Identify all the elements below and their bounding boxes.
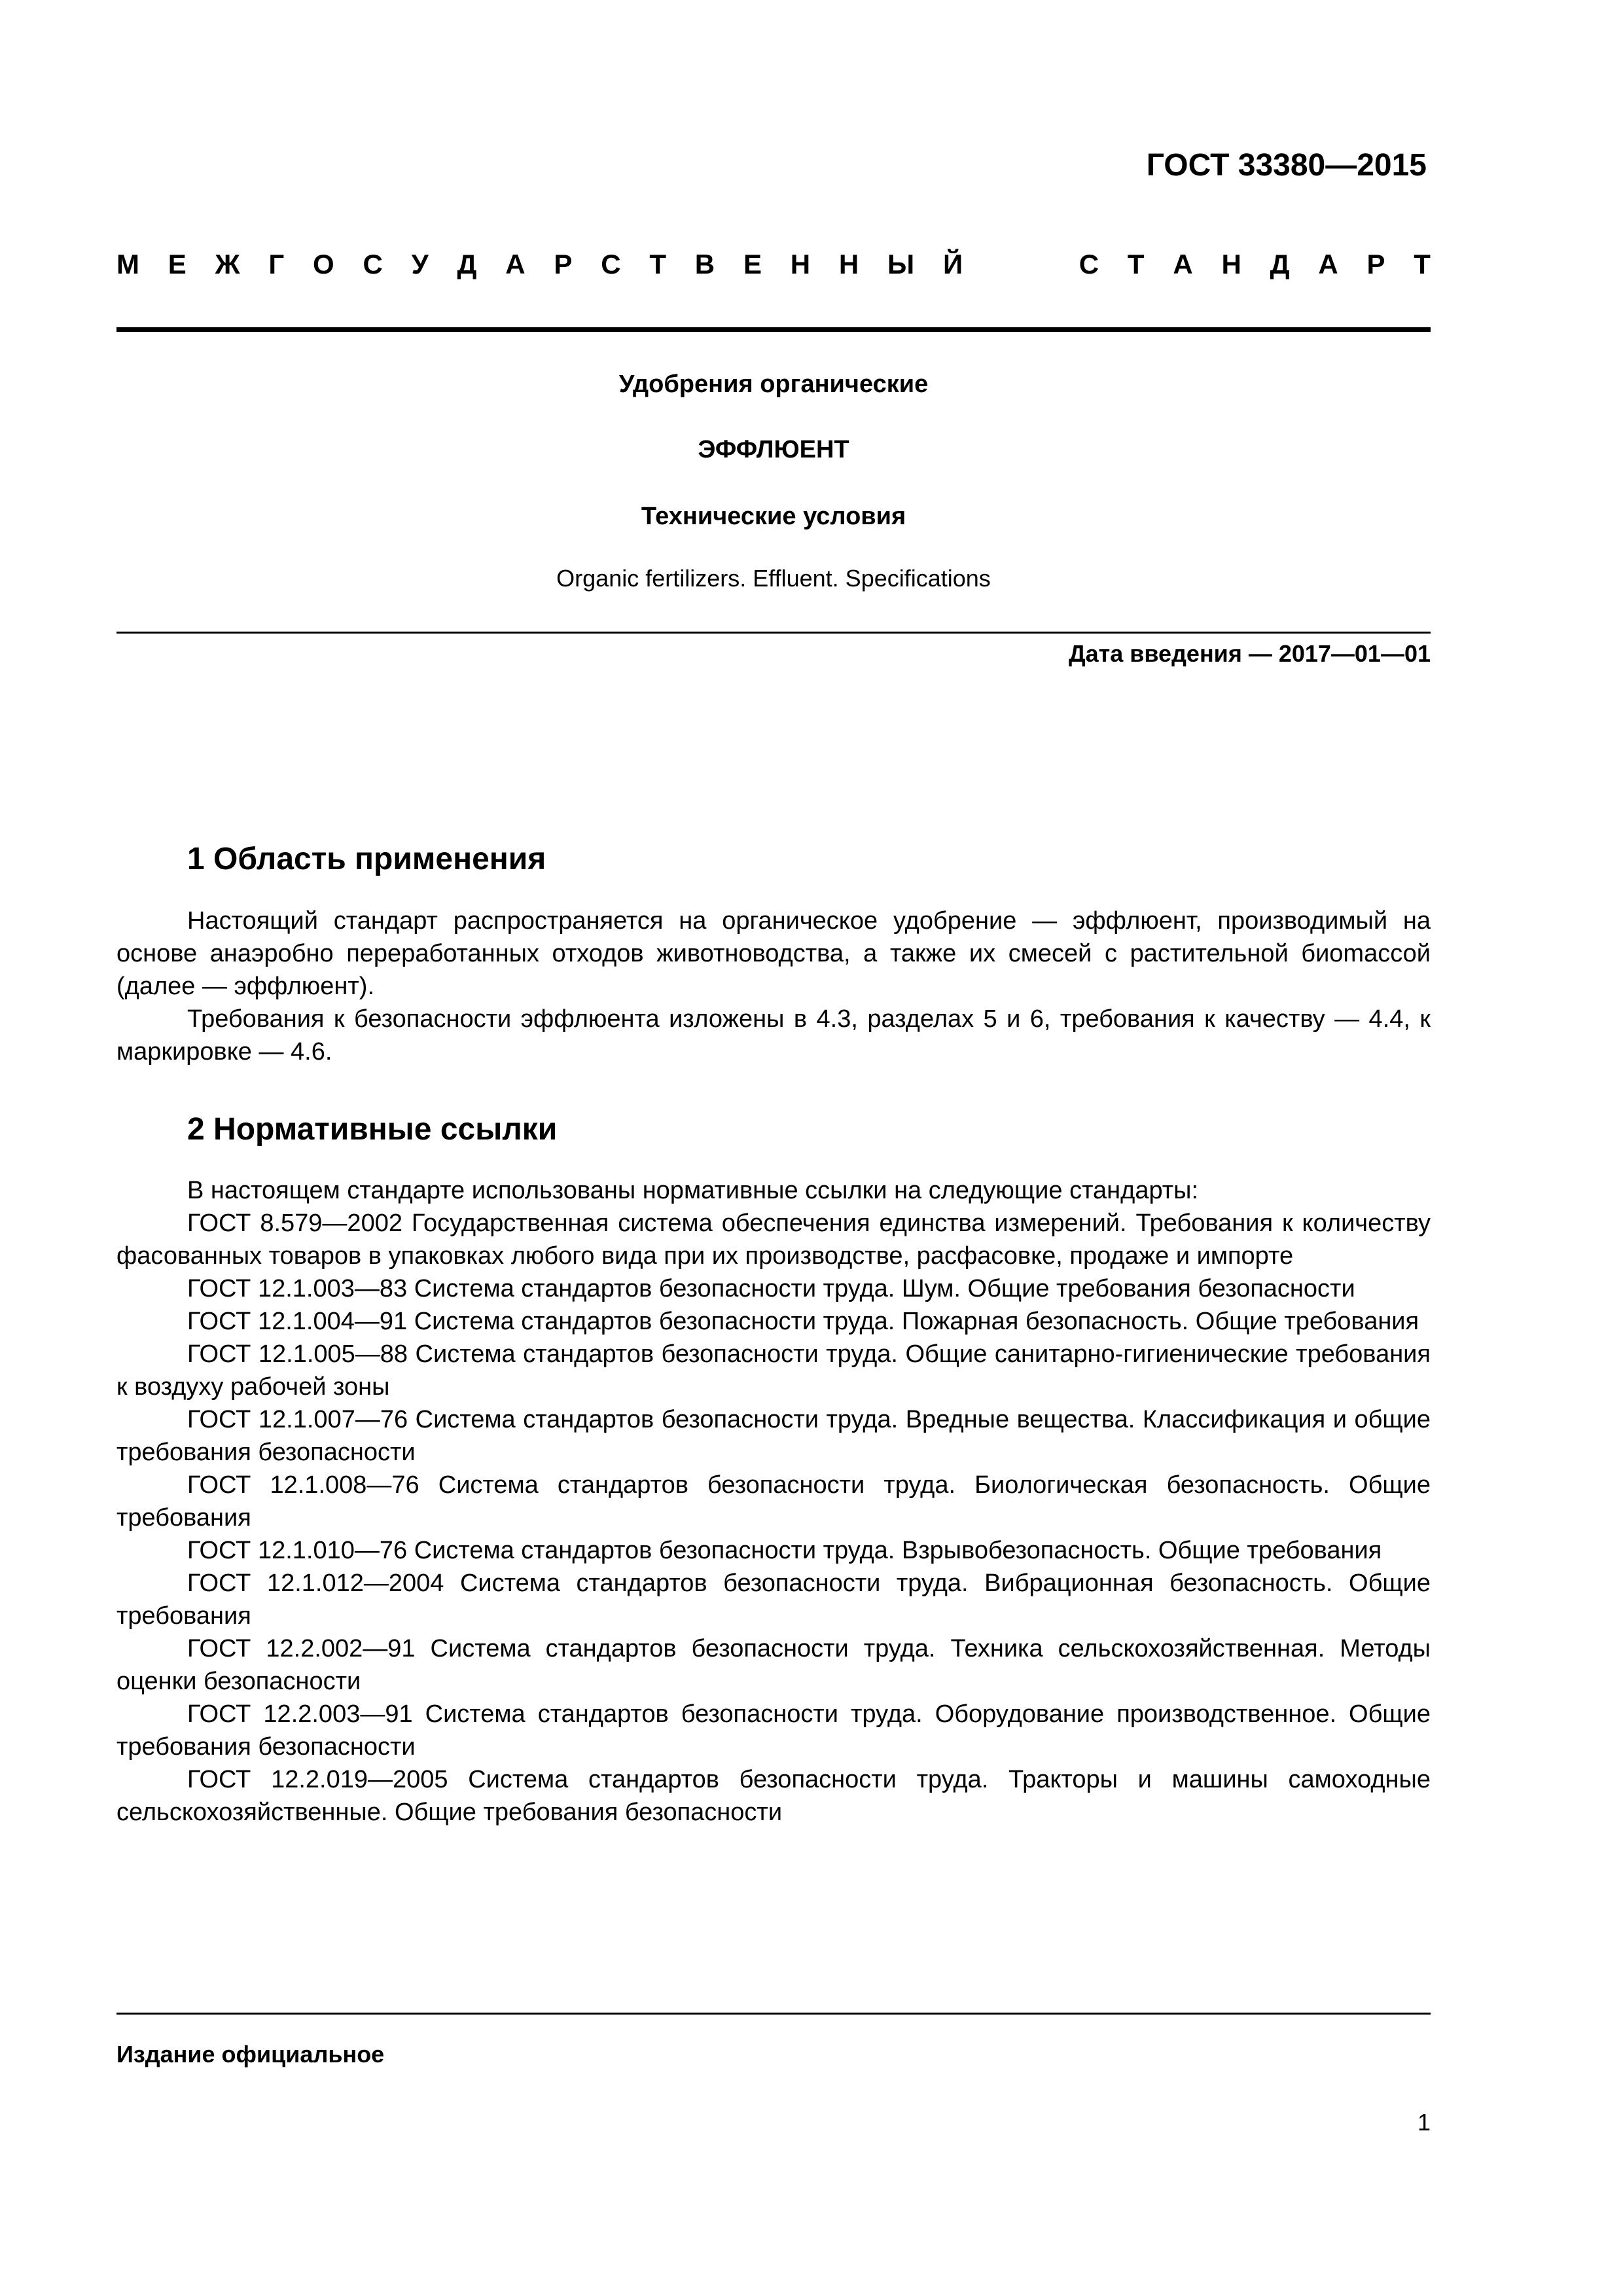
paragraph: Настоящий стандарт распространяется на органическое удобрение — эффлюент, производимый на основе анаэробно переработанных отходов животноводства, а также их смесей с растительной биоmассой (далее — эффлюент). bbox=[116, 907, 1431, 1000]
english-title: Organic fertilizers. Effluent. Specifications bbox=[556, 565, 991, 592]
banner-word-gap bbox=[991, 247, 1050, 281]
banner-letter: Е bbox=[168, 249, 187, 279]
reference-item: ГОСТ 12.1.012—2004 Система стандартов безопасности труда. Вибрационная безопасность. Общие требования bbox=[116, 1570, 1431, 1630]
reference-item: ГОСТ 12.1.003—83 Система стандартов безопасности труда. Шум. Общие требования безопасности bbox=[187, 1275, 1355, 1302]
banner-letter: Ы bbox=[887, 249, 915, 279]
reference-item: ГОСТ 12.2.003—91 Система стандартов безопасности труда. Оборудование производственное. Общие требования безопасности bbox=[116, 1700, 1431, 1761]
banner-letter: Е bbox=[743, 249, 762, 279]
standard-banner bbox=[116, 247, 1431, 281]
document-number: ГОСТ 33380—2015 bbox=[1146, 148, 1427, 183]
banner-letter: О bbox=[312, 249, 334, 279]
paragraph: Требования к безопасности эффлюента изложены в 4.3, разделах 5 и 6, требования к качеству — 4.4, к маркировке — 4.6. bbox=[116, 1005, 1431, 1066]
section-2-body bbox=[116, 1174, 1431, 1829]
reference-item: ГОСТ 12.1.004—91 Система стандартов безопасности труда. Пожарная безопасность. Общие требования bbox=[187, 1308, 1419, 1335]
banner-letter: Д bbox=[457, 249, 477, 279]
banner-letter: Ж bbox=[215, 249, 240, 279]
page-number: 1 bbox=[1417, 2109, 1431, 2136]
section-2-heading: 2 Нормативные ссылки bbox=[187, 1112, 558, 1147]
banner-letter: Т bbox=[1414, 249, 1431, 279]
banner-letter: Н bbox=[838, 249, 859, 279]
introduction-date: Дата введения — 2017—01—01 bbox=[1068, 640, 1431, 667]
banner-letter: Т bbox=[649, 249, 666, 279]
banner-letter: Н bbox=[1221, 249, 1241, 279]
reference-item: ГОСТ 8.579—2002 Государственная система обеспечения единства измерений. Требования к количеству фасованных товаров в упаковках любого вида при их производстве, расфасовке, продаже и импорте bbox=[116, 1210, 1431, 1270]
banner-letter: Г bbox=[268, 249, 285, 279]
banner-letter: Р bbox=[1366, 249, 1385, 279]
banner-letter: А bbox=[505, 249, 526, 279]
title-rule bbox=[116, 632, 1431, 634]
edition-label: Издание официальное bbox=[116, 2041, 385, 2068]
title-line-3: Технические условия bbox=[641, 503, 906, 530]
paragraph: В настоящем стандарте использованы нормативные ссылки на следующие стандарты: bbox=[187, 1177, 1199, 1204]
banner-letter: А bbox=[1318, 249, 1338, 279]
title-line-2: ЭФФЛЮЕНТ bbox=[698, 436, 849, 463]
banner-letter: Р bbox=[554, 249, 573, 279]
reference-item: ГОСТ 12.1.007—76 Система стандартов безопасности труда. Вредные вещества. Классификация и общие требования безопасности bbox=[116, 1406, 1431, 1466]
banner-letter: А bbox=[1173, 249, 1193, 279]
banner-letter: Д bbox=[1270, 249, 1290, 279]
banner-letter: В bbox=[694, 249, 715, 279]
banner-letter: С bbox=[601, 249, 621, 279]
section-1-body bbox=[116, 905, 1431, 1068]
footer-rule bbox=[116, 2013, 1431, 2015]
reference-item: ГОСТ 12.1.005—88 Система стандартов безопасности труда. Общие санитарно-гигиенические требования к воздуху рабочей зоны bbox=[116, 1340, 1431, 1401]
reference-item: ГОСТ 12.2.019—2005 Система стандартов безопасности труда. Тракторы и машины самоходные сельскохозяйственные. Общие требования безопасности bbox=[116, 1766, 1431, 1826]
banner-letter: Н bbox=[790, 249, 811, 279]
banner-letter: М bbox=[116, 249, 139, 279]
reference-item: ГОСТ 12.1.010—76 Система стандартов безопасности труда. Взрывобезопасность. Общие требования bbox=[187, 1537, 1382, 1564]
banner-letter: С bbox=[363, 249, 383, 279]
reference-item: ГОСТ 12.1.008—76 Система стандартов безопасности труда. Биологическая безопасность. Общие требования bbox=[116, 1471, 1431, 1532]
header-rule bbox=[116, 327, 1431, 332]
banner-letter: Й bbox=[942, 249, 963, 279]
banner-letter: Т bbox=[1127, 249, 1145, 279]
banner-letter: У bbox=[411, 249, 429, 279]
reference-item: ГОСТ 12.2.002—91 Система стандартов безопасности труда. Техника сельскохозяйственная. Методы оценки безопасности bbox=[116, 1635, 1431, 1695]
section-1-heading: 1 Область применения bbox=[187, 842, 546, 876]
title-line-1: Удобрения органические bbox=[618, 370, 929, 398]
banner-letter: С bbox=[1079, 249, 1099, 279]
